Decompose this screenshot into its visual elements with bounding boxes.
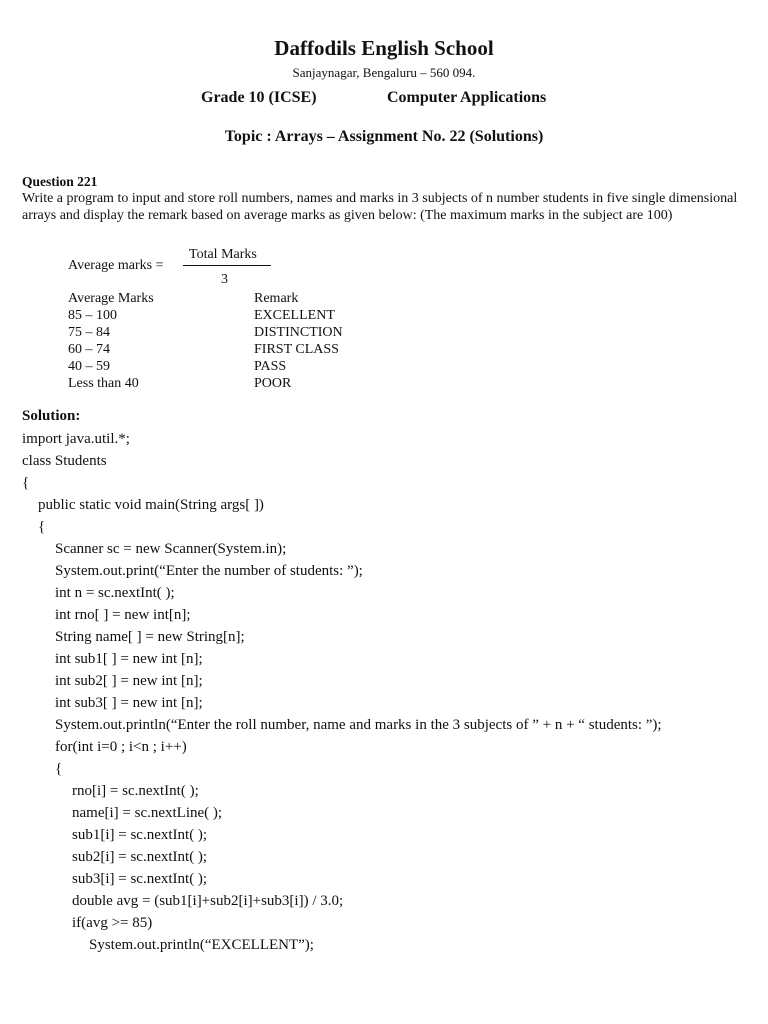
code-line: int sub1[ ] = new int [n];: [55, 651, 203, 667]
code-line: System.out.print(“Enter the number of students: ”);: [55, 563, 363, 579]
table-cell-remark: PASS: [254, 359, 287, 374]
formula-numerator: Total Marks: [189, 247, 257, 262]
code-line: int sub3[ ] = new int [n];: [55, 695, 203, 711]
code-line: Scanner sc = new Scanner(System.in);: [55, 541, 287, 557]
table-cell-remark: EXCELLENT: [254, 308, 335, 323]
grade-label: Grade 10 (ICSE): [201, 89, 317, 106]
code-line: if(avg >= 85): [72, 915, 153, 931]
subject-label: Computer Applications: [387, 89, 547, 106]
solution-heading: Solution:: [22, 408, 81, 424]
formula-denominator: 3: [221, 272, 228, 287]
code-line: double avg = (sub1[i]+sub2[i]+sub3[i]) / 3.0;: [72, 893, 344, 909]
table-cell-remark: DISTINCTION: [254, 325, 343, 340]
code-line: int n = sc.nextInt( );: [55, 585, 175, 601]
topic-title: Topic : Arrays – Assignment No. 22 (Solutions): [224, 128, 544, 145]
table-cell-range: 40 – 59: [68, 359, 110, 374]
code-line: System.out.println(“Enter the roll number, name and marks in the 3 subjects of ” + n + “ students: ”);: [55, 717, 662, 733]
code-line: rno[i] = sc.nextInt( );: [72, 783, 199, 799]
table-header-remark: Remark: [254, 291, 299, 306]
fraction-bar: [183, 265, 271, 266]
table-cell-remark: FIRST CLASS: [254, 342, 339, 357]
code-line: {: [55, 761, 63, 777]
code-line: sub3[i] = sc.nextInt( );: [72, 871, 208, 887]
table-cell-range: Less than 40: [68, 376, 139, 391]
table-cell-remark: POOR: [254, 376, 292, 391]
code-line: System.out.println(“EXCELLENT”);: [89, 937, 314, 953]
table-cell-range: 75 – 84: [68, 325, 110, 340]
code-line: sub2[i] = sc.nextInt( );: [72, 849, 208, 865]
school-name: Daffodils English School: [274, 36, 494, 60]
code-line: import java.util.*;: [22, 431, 130, 447]
code-line: public static void main(String args[ ]): [38, 497, 264, 513]
code-line: sub1[i] = sc.nextInt( );: [72, 827, 208, 843]
code-line: String name[ ] = new String[n];: [55, 629, 245, 645]
code-line: int rno[ ] = new int[n];: [55, 607, 191, 623]
code-line: name[i] = sc.nextLine( );: [72, 805, 223, 821]
formula-label: Average marks =: [68, 258, 164, 273]
code-line: int sub2[ ] = new int [n];: [55, 673, 203, 689]
code-line: for(int i=0 ; i<n ; i++): [55, 739, 187, 755]
school-address: Sanjaynagar, Bengaluru – 560 094.: [292, 65, 476, 80]
table-cell-range: 60 – 74: [68, 342, 110, 357]
question-heading: Question 221: [22, 174, 98, 189]
table-cell-range: 85 – 100: [68, 308, 117, 323]
code-line: {: [38, 519, 46, 535]
table-header-average-marks: Average Marks: [68, 291, 154, 306]
question-text: Write a program to input and store roll numbers, names and marks in 3 subjects of n number students in five single dimensional arrays and display the remark based on average marks as given below: (The maximum marks in the subject are 100): [22, 191, 738, 223]
code-line: class Students: [22, 453, 107, 469]
code-line: {: [22, 475, 30, 491]
